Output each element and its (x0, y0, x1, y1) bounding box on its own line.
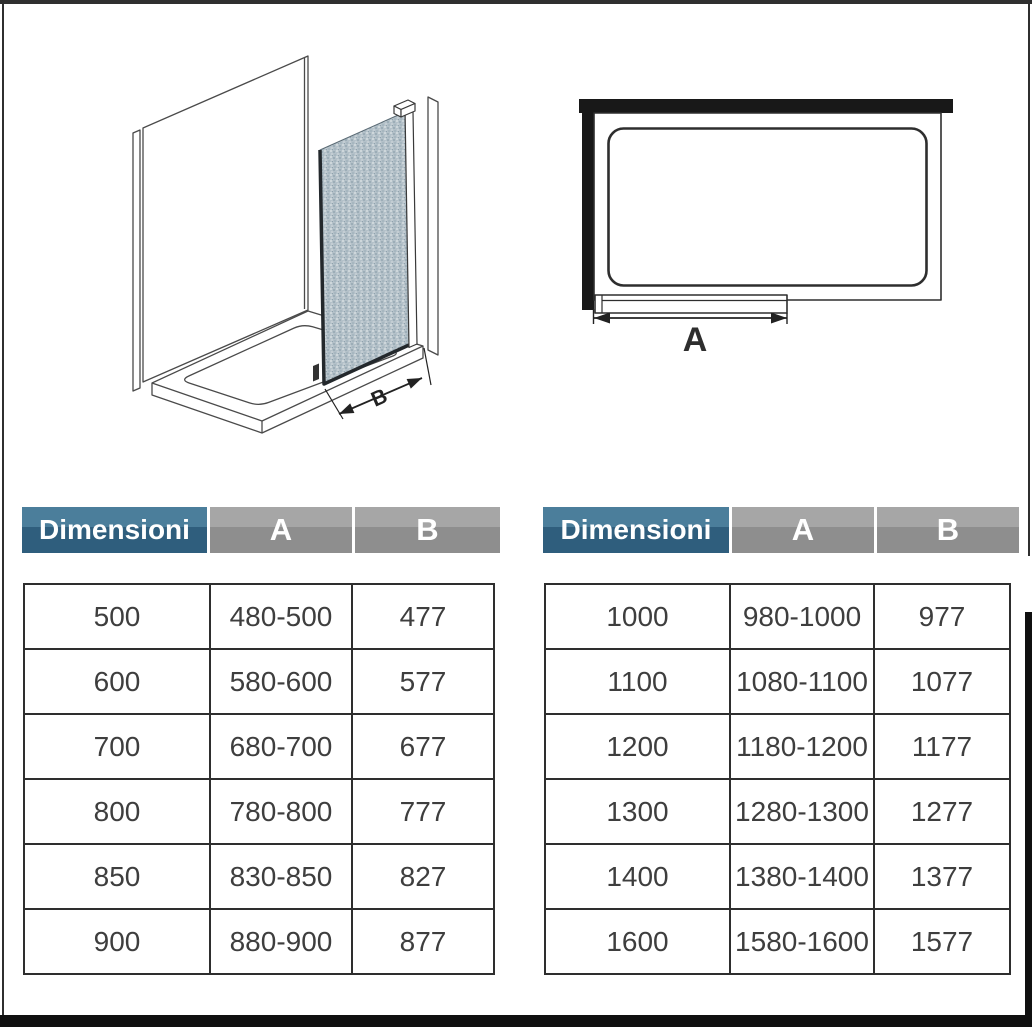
cell-a: 1180-1200 (730, 714, 874, 779)
cell-a: 880-900 (210, 909, 352, 974)
cell-dim: 1200 (545, 714, 730, 779)
cell-a: 580-600 (210, 649, 352, 714)
table-row (545, 649, 1010, 714)
header-col-a: A (210, 507, 352, 553)
cell-dim: 1400 (545, 844, 730, 909)
cell-b: 1577 (874, 909, 1010, 974)
table-row (24, 584, 494, 649)
product-diagrams (0, 0, 1032, 475)
plan-wall-top (579, 99, 953, 113)
cell-b: 827 (352, 844, 494, 909)
dimensions-table-right (544, 583, 1011, 975)
cell-b: 577 (352, 649, 494, 714)
header-dimensioni: Dimensioni (22, 507, 207, 553)
table-row (24, 909, 494, 974)
cell-b: 1177 (874, 714, 1010, 779)
header-col-b: B (355, 507, 500, 553)
cell-b: 477 (352, 584, 494, 649)
cell-dim: 1100 (545, 649, 730, 714)
cell-dim: 1600 (545, 909, 730, 974)
cell-a: 1380-1400 (730, 844, 874, 909)
header-col-b: B (877, 507, 1019, 553)
cell-a: 980-1000 (730, 584, 874, 649)
cell-b: 1277 (874, 779, 1010, 844)
dimensions-table-left (23, 583, 495, 975)
plan-glass-panel (595, 295, 787, 313)
cell-dim: 600 (24, 649, 210, 714)
cell-dim: 700 (24, 714, 210, 779)
table-row (24, 779, 494, 844)
left-table-header (22, 507, 500, 553)
plan-tray-outer (594, 113, 941, 300)
table-row (545, 584, 1010, 649)
cell-dim: 1300 (545, 779, 730, 844)
table-row (24, 649, 494, 714)
table-row (545, 779, 1010, 844)
cell-a: 480-500 (210, 584, 352, 649)
cell-dim: 1000 (545, 584, 730, 649)
cell-a: 680-700 (210, 714, 352, 779)
cell-b: 977 (874, 584, 1010, 649)
cell-b: 677 (352, 714, 494, 779)
cell-b: 877 (352, 909, 494, 974)
cell-dim: 900 (24, 909, 210, 974)
bottom-bracket (313, 364, 319, 382)
table-row (24, 844, 494, 909)
left-wall-slab (133, 130, 140, 391)
frame-border-bottom (0, 1015, 1032, 1027)
table-row (545, 844, 1010, 909)
cell-b: 777 (352, 779, 494, 844)
iso-shower-diagram (133, 56, 438, 433)
frame-border-right-lower (1025, 612, 1032, 1027)
dimension-label-b: B (367, 384, 391, 412)
right-wall-slab (428, 97, 438, 355)
right-table-header (543, 507, 1019, 553)
cell-dim: 800 (24, 779, 210, 844)
glass-panel (313, 100, 417, 384)
cell-dim: 500 (24, 584, 210, 649)
cell-dim: 850 (24, 844, 210, 909)
cell-a: 780-800 (210, 779, 352, 844)
table-row (24, 714, 494, 779)
header-col-a: A (732, 507, 874, 553)
cell-a: 1580-1600 (730, 909, 874, 974)
top-view-diagram (579, 99, 953, 359)
header-dimensioni: Dimensioni (543, 507, 729, 553)
table-row (545, 909, 1010, 974)
dimension-label-a: A (682, 321, 708, 359)
cell-a: 1280-1300 (730, 779, 874, 844)
cell-a: 1080-1100 (730, 649, 874, 714)
cell-a: 830-850 (210, 844, 352, 909)
cell-b: 1377 (874, 844, 1010, 909)
cell-b: 1077 (874, 649, 1010, 714)
table-row (545, 714, 1010, 779)
plan-wall-left (582, 99, 594, 310)
